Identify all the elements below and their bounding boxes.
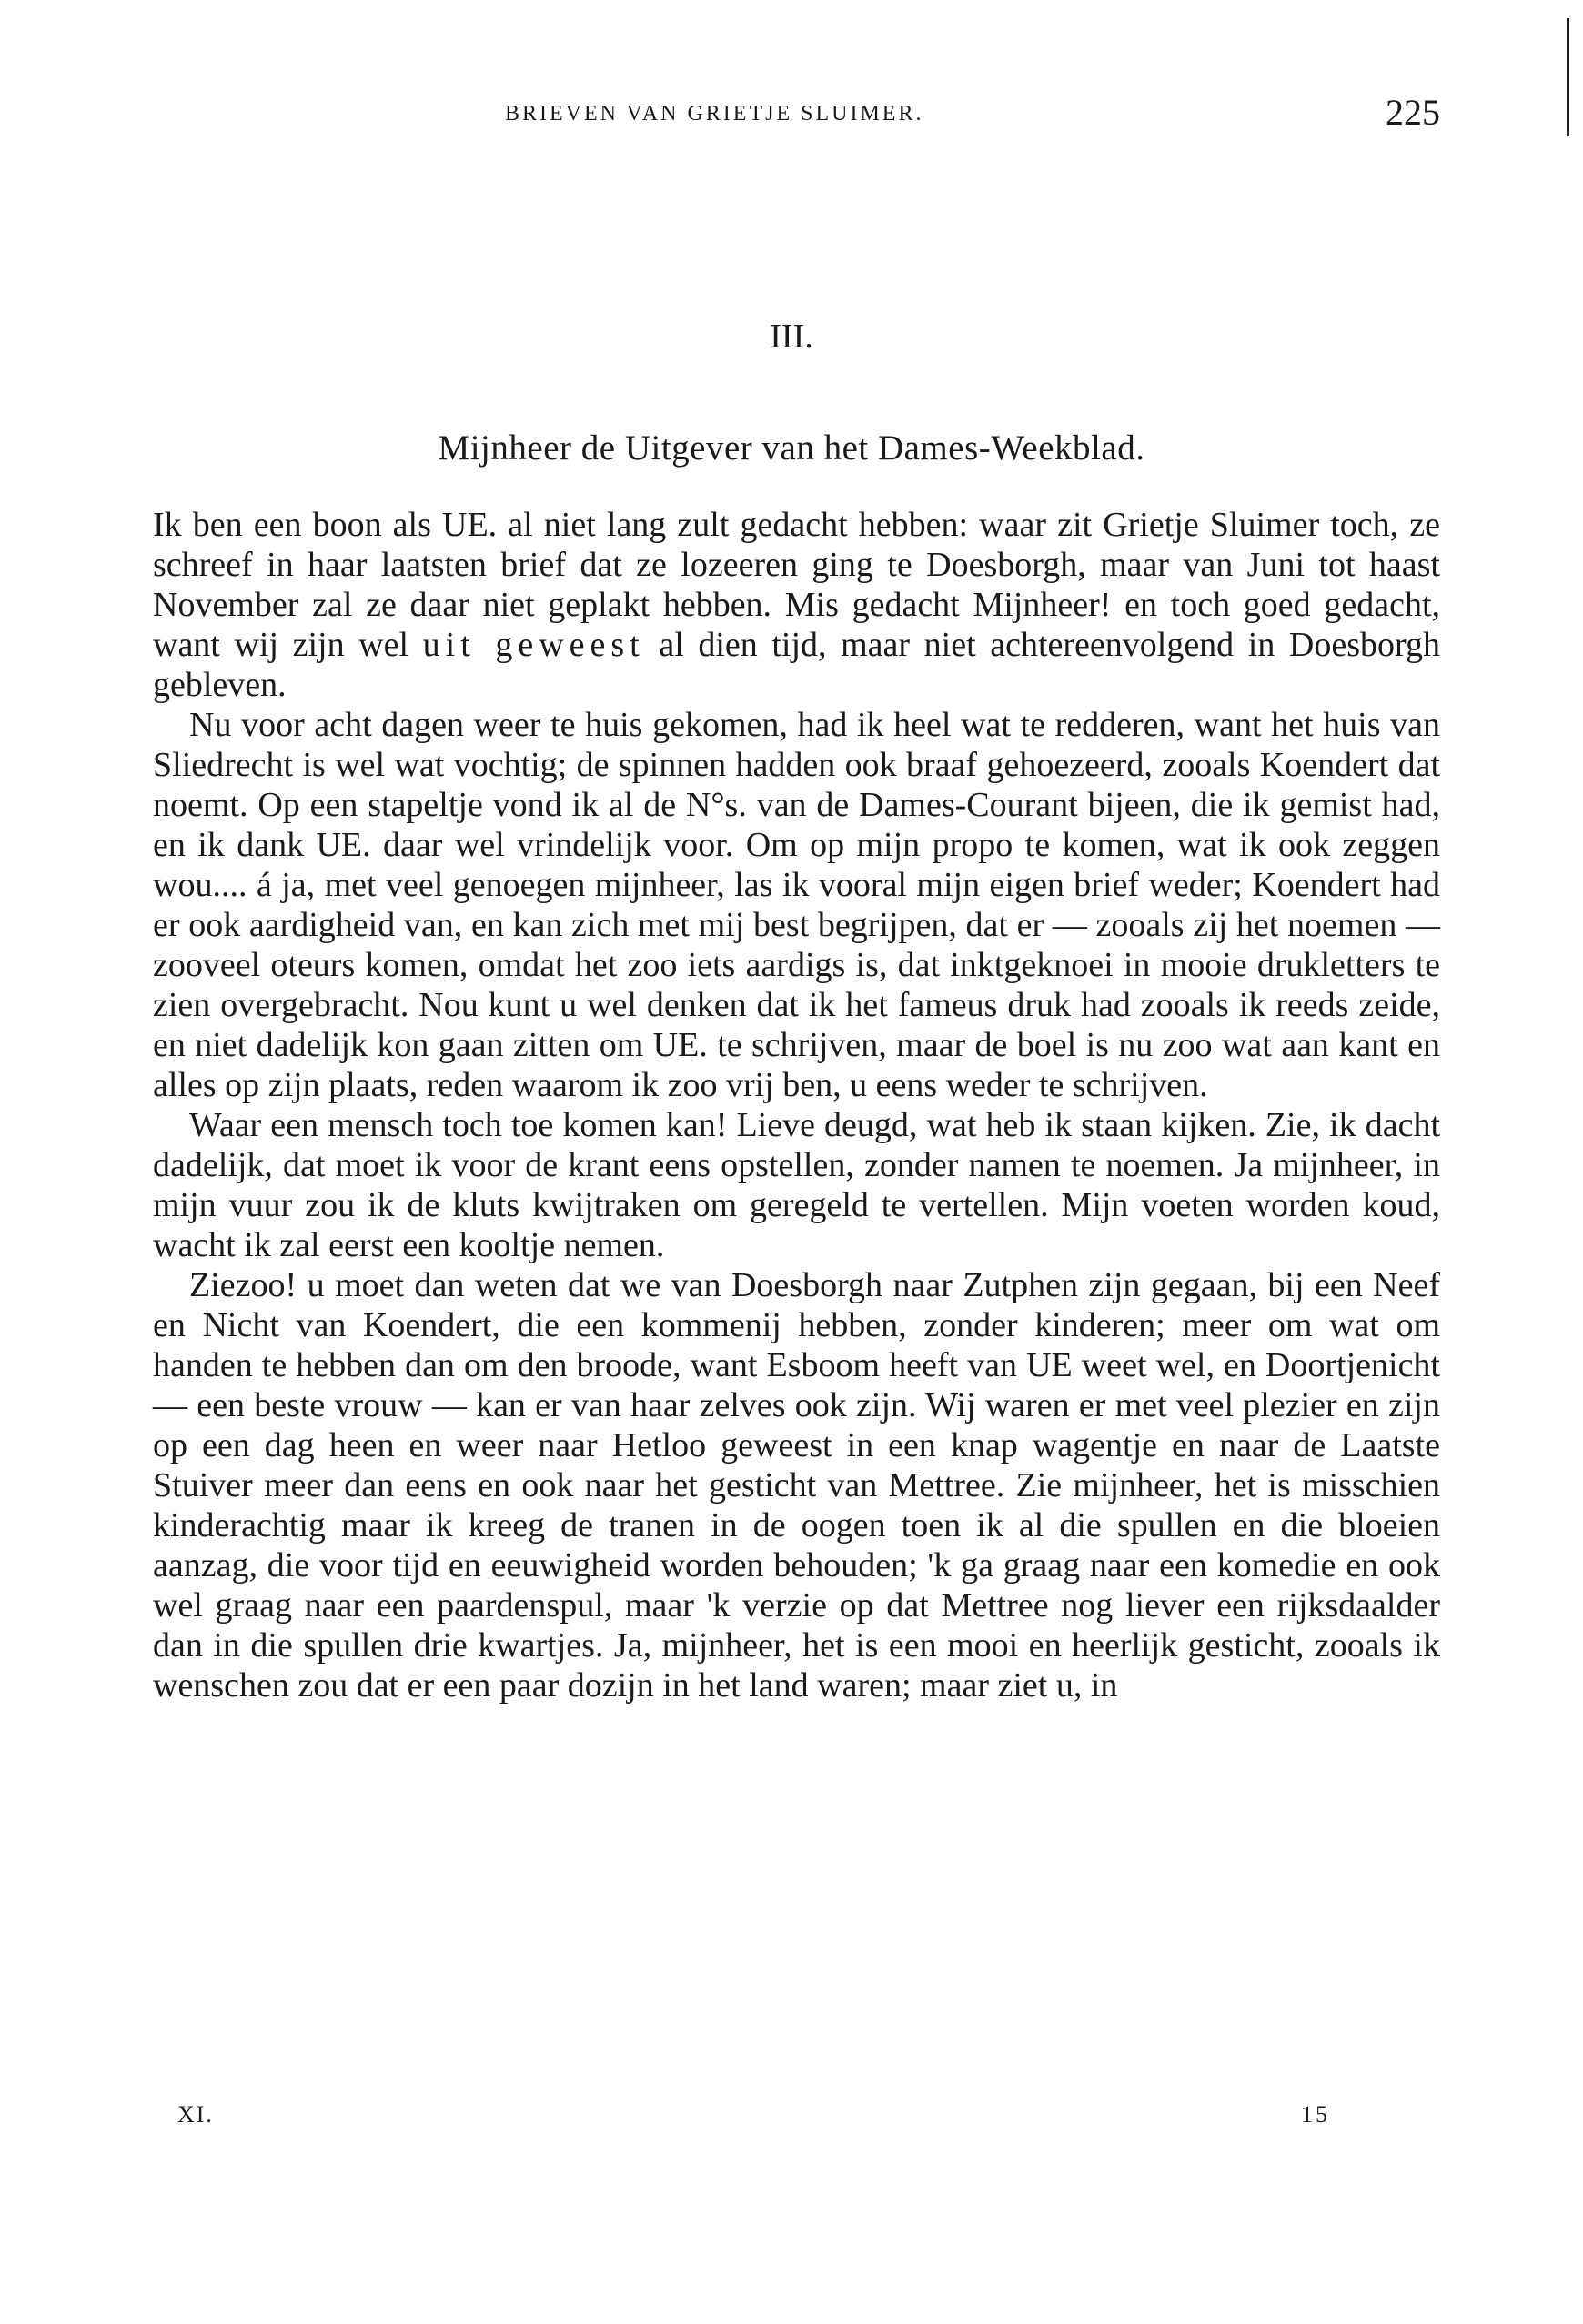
running-head: BRIEVEN VAN GRIETJE SLUIMER. — [505, 102, 924, 126]
signature-mark-right: 15 — [1301, 2101, 1330, 2128]
paragraph-1-text: Ik ben een boon als UE. al niet lang zult gedacht hebben: waar zit Grietje Sluimer toch, ze schreef in haar laatsten brief dat ze lozeeren ging te Doesborgh, maar van Juni tot haast November zal ze daar niet geplakt hebben. Mis gedacht Mijnheer! en toch goed gedacht, want wij zijn wel — [153, 506, 1440, 664]
page-edge-line — [1567, 18, 1569, 136]
paragraph-3: Waar een mensch toch toe komen kan! Lieve deugd, wat heb ik staan kijken. Zie, ik dacht dadelijk, dat moet ik voor de krant eens opstellen, zonder namen te noemen. Ja mijnheer, in mijn vuur zou ik de kluts kwijtraken om geregeld te vertellen. Mijn voeten worden koud, wacht ik zal eerst een kooltje nemen. — [153, 1106, 1440, 1264]
paragraph-1-text-end: al dien tijd, maar niet achtereenvolgend in Doesborgh gebleven. — [153, 626, 1440, 704]
paragraph-1 — [153, 505, 1440, 705]
page-number: 225 — [1386, 92, 1440, 133]
paragraph-4: Ziezoo! u moet dan weten dat we van Doesborgh naar Zutphen zijn gegaan, bij een Neef en Nicht van Koendert, die een kommenij hebben, zonder kinderen; meer om wat om handen te hebben dan om den broode, want Esboom heeft van UE weet wel, en Doortjenicht — een beste vrouw — kan er van haar zelves ook zijn. Wij waren er met veel plezier en zijn op een dag heen en weer naar Hetloo geweest in een knap wagentje en naar de Laatste Stuiver meer dan eens en ook naar het gesticht van Mettree. Zie mijnheer, het is misschien kinderachtig maar ik kreeg de tranen in de oogen toen ik al die spullen en die bloeien aanzag, die voor tijd en eeuwigheid worden behouden; 'k ga graag naar een komedie en ook wel graag naar een paardenspul, maar 'k verzie op dat Mettree nog liever een rijksdaalder dan in die spullen drie kwartjes. Ja, mijnheer, het is een mooi en heerlijk gesticht, zooals ik wenschen zou dat er een paar dozijn in het land waren; maar ziet u, in — [153, 1266, 1440, 1705]
spaced-emphasis: uit geweest — [422, 626, 645, 664]
signature-mark-left: XI. — [177, 2101, 214, 2128]
letter-body — [153, 505, 1440, 1705]
salutation: Mijnheer de Uitgever van het Dames-Weekblad. — [438, 428, 1145, 468]
chapter-number: III. — [770, 317, 813, 356]
paragraph-2: Nu voor acht dagen weer te huis gekomen, had ik heel wat te redderen, want het huis van Sliedrecht is wel wat vochtig; de spinnen hadden ook braaf gehoezeerd, zooals Koendert dat noemt. Op een stapeltje vond ik al de N°s. van de Dames-Courant bijeen, die ik gemist had, en ik dank UE. daar wel vrindelijk voor. Om op mijn propo te komen, wat ik ook zeggen wou.... á ja, met veel genoegen mijnheer, las ik vooral mijn eigen brief weder; Koendert had er ook aardigheid van, en kan zich met mij best begrijpen, dat er — zooals zij het noemen — zooveel oteurs komen, omdat het zoo iets aardigs is, dat inktgeknoei in mooie drukletters te zien overgebracht. Nou kunt u wel denken dat ik het fameus druk had zooals ik reeds zeide, en niet dadelijk kon gaan zitten om UE. te schrijven, maar de boel is nu zoo wat aan kant en alles op zijn plaats, reden waarom ik zoo vrij ben, u eens weder te schrijven. — [153, 706, 1440, 1104]
